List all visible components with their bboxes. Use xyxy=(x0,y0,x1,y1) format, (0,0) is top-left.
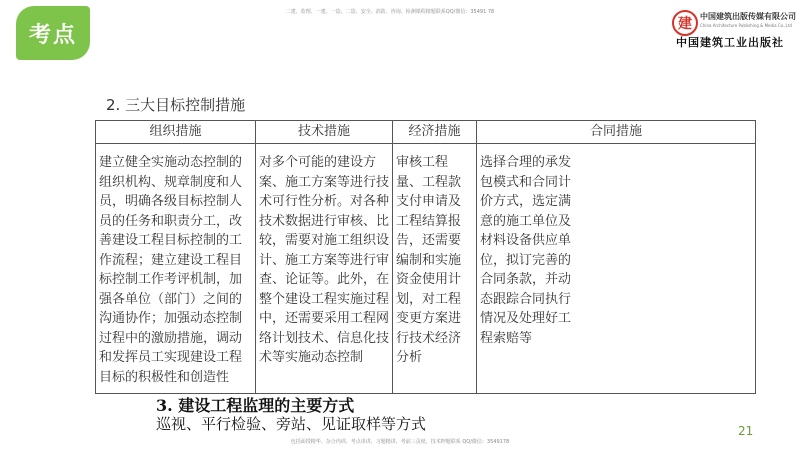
control-measures-table xyxy=(95,120,756,394)
topic-badge: 考点 xyxy=(16,6,90,60)
cell-contract xyxy=(477,144,756,394)
publisher-script-name: 中国建筑工业出版社 xyxy=(676,36,784,49)
publisher-name: 中国建筑出版传媒有限公司 xyxy=(700,12,796,21)
cell-contract-text: 选择合理的承发包模式和合同计价方式，选定满意的施工单位及材料设备供应单位，拟订完善的合同条款，并动态跟踪合同执行情况及处理好工程索赔等 xyxy=(480,155,572,346)
publisher-name-english: China Architecture Publishing & Media Co.,Ltd xyxy=(700,23,792,28)
table-header-row xyxy=(96,121,756,144)
page-number: 21 xyxy=(738,424,754,438)
header-organizational: 组织措施 xyxy=(96,121,256,144)
header-economic: 经济措施 xyxy=(393,121,477,144)
supervision-methods-title: 3. 建设工程监理的主要方式 xyxy=(156,396,355,415)
cell-organizational: 建立健全实施动态控制的组织机构、规章制度和人员，明确各级目标控制人员的任务和职责分工，改善建设工程目标控制的工作流程；建立建设工程目标控制工作考评机制，加强各单位（部门）之间的沟通协作；加强动态控制过程中的激励措施，调动和发挥员工实现建设工程目标的积极性和创造性 xyxy=(96,144,256,394)
cell-economic: 审核工程量、工程款支付申请及工程结算报告，还需要编制和实施资金使用计划，对工程变更方案进行技术经济分析 xyxy=(393,144,477,394)
section-title: 2. 三大目标控制措施 xyxy=(106,96,246,114)
publisher-logo xyxy=(672,6,796,50)
supervision-methods-text: 巡视、平行检验、旁站、见证取样等方式 xyxy=(156,415,427,433)
top-watermark-note: 二建、监理、一建、一造、二造、安全、消防、咨询、检测课程精题联系QQ/微信：35491 78 xyxy=(285,9,495,15)
cell-technical: 对多个可能的建设方案、施工方案等进行技术可行性分析。对各种技术数据进行审核、比较，需要对施工组织设计、施工方案等进行审查、论证等。此外，在整个建设工程实施过程中，还需要采用工程网络计划技术、信息化技术等实施动态控制 xyxy=(256,144,393,394)
header-contract: 合同措施 xyxy=(477,121,756,144)
table-row xyxy=(96,144,756,394)
bottom-watermark-note: 包括面授精华、杂合内训、考点串讲、习题精讲、考前三页纸，技术押题联系 QQ/微信：3549178 xyxy=(290,439,510,445)
publisher-emblem-icon: 建 xyxy=(672,10,698,36)
header-technical: 技术措施 xyxy=(256,121,393,144)
